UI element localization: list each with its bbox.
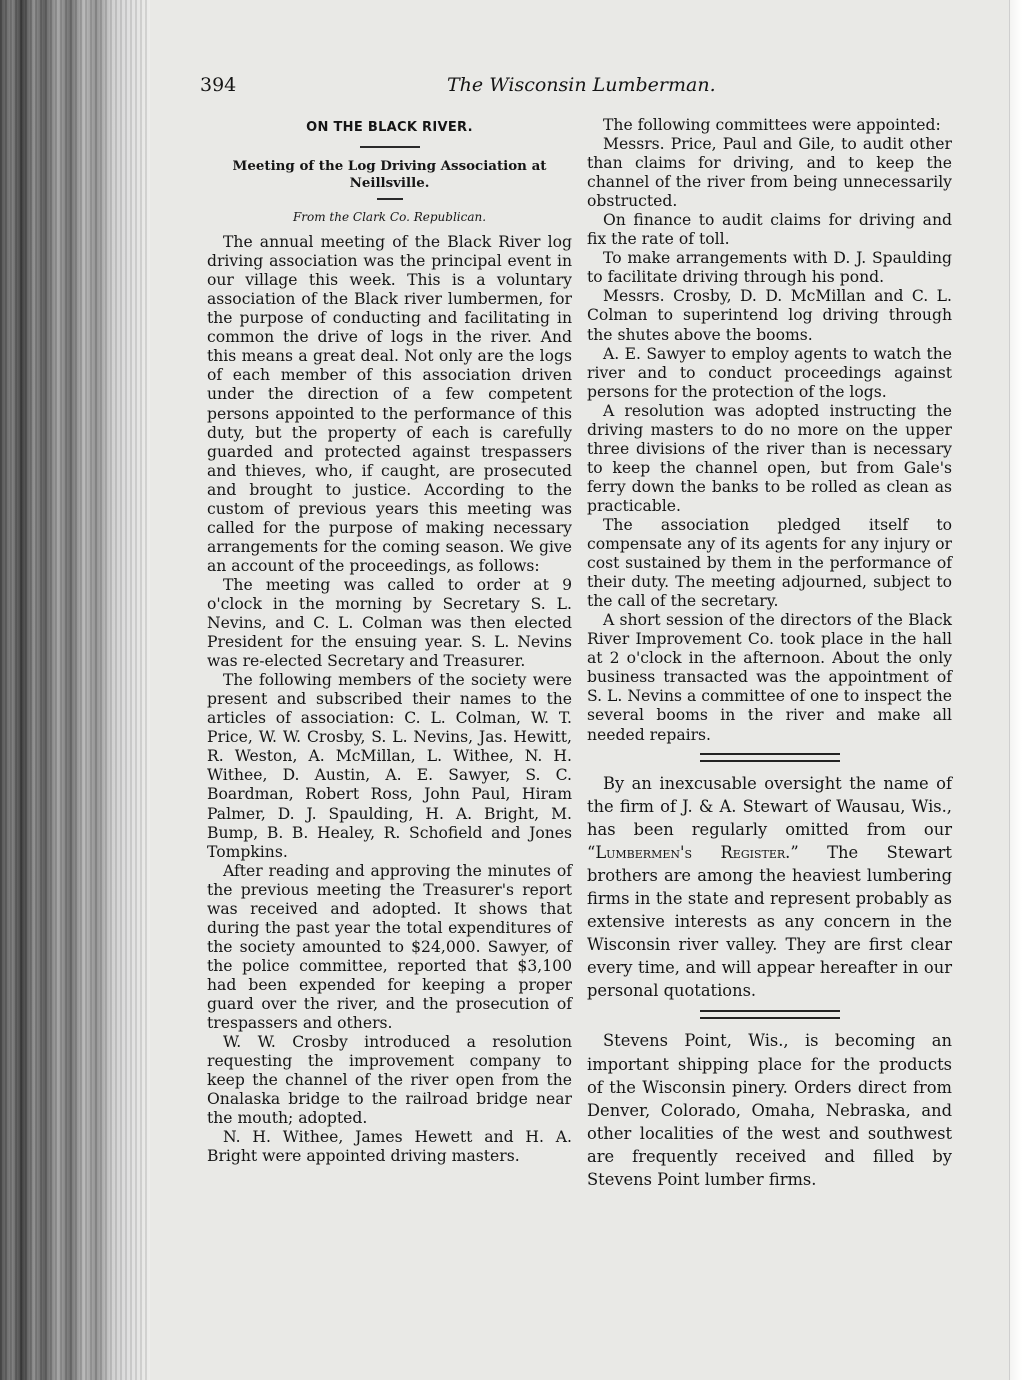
article-paragraph: A resolution was adopted instructing the driving masters to do no more on the upper three divisions of the river than is necessary to keep the channel open, but from Gale's ferry down the banks to be rolled as clean as practicable. xyxy=(587,401,952,515)
article-paragraph: A. E. Sawyer to employ agents to watch the river and to conduct proceedings against persons for the protection of the logs. xyxy=(587,344,952,401)
subhead-rule xyxy=(377,198,403,200)
article-subhead: Meeting of the Log Driving Association at Neillsville. xyxy=(232,158,547,192)
register-title: Lumbermen's Register. xyxy=(595,842,791,862)
magazine-page xyxy=(150,0,1010,1380)
article-paragraph: After reading and approving the minutes of the previous meeting the Treasurer's report was received and adopted. It shows that during the past year the total expenditures of the society amounted to $24,000. Sawyer, of the police committee, reported that $3,100 had been expended for keeping a proper guard over the river, and the prosecution of trespassers and others. xyxy=(207,861,572,1033)
article-paragraph: The following members of the society were present and subscribed their names to the articles of association: C. L. Colman, W. T. Price, W. W. Crosby, S. L. Nevins, Jas. Hewitt, R. Weston, A. McMillan, L. Withee, N. H. Withee, D. Austin, A. E. Sawyer, S. C. Boardman, Robert Ross, John Paul, Hiram Palmer, D. J. Spaulding, H. A. Bright, M. Bump, B. B. Healey, R. Schofield and Jones Tompkins. xyxy=(207,671,572,861)
article-paragraph: Messrs. Crosby, D. D. McMillan and C. L. Colman to superintend log driving through the shutes above the booms. xyxy=(587,287,952,344)
headline-rule xyxy=(360,146,420,148)
stevens-point-notice: Stevens Point, Wis., is becoming an important shipping place for the products of the Wisconsin pinery. Orders direct from Denver, Colorado, Omaha, Nebraska, and other localities of the west and southwest are frequently received and filled by Stevens Point lumber firms. xyxy=(587,1031,952,1190)
notice-text: By an inexcusable oversight the name of the firm of J. & A. Stewart of Wausau, Wis., has been regularly omitted from our “ xyxy=(587,773,952,862)
article-paragraph: A short session of the directors of the Black River Improvement Co. took place in the hall at 2 o'clock in the afternoon. About the only business transacted was the appointment of S. L. Nevins a committee of one to inspect the several booms in the river and make all needed repairs. xyxy=(587,611,952,744)
page-number: 394 xyxy=(200,74,237,96)
article-paragraph: The meeting was called to order at 9 o'clock in the morning by Secretary S. L. Nevins, and C. L. Colman was then elected President for the ensuing year. S. L. Nevins was re-elected Secretary and Treasurer. xyxy=(207,575,572,671)
article-paragraph: On finance to audit claims for driving and fix the rate of toll. xyxy=(587,211,952,249)
article-paragraph: To make arrangements with D. J. Spaulding to facilitate driving through his pond. xyxy=(587,249,952,287)
notice-text: ” The Stewart brothers are among the heaviest lumbering firms in the state and represent probably as extensive interests as any concern in the Wisconsin river valley. They are first clear every time, and will appear hereafter in our personal quotations. xyxy=(587,842,952,1001)
section-divider xyxy=(700,1010,840,1019)
right-column xyxy=(587,116,952,1191)
running-title: The Wisconsin Lumberman. xyxy=(447,74,716,96)
article-paragraph: The following committees were appointed: xyxy=(603,116,941,134)
article-paragraph: N. H. Withee, James Hewett and H. A. Bright were appointed driving masters. xyxy=(207,1128,572,1166)
article-paragraph: The association pledged itself to compensate any of its agents for any injury or cost sustained by them in the performance of their duty. The meeting adjourned, subject to the call of the secretary. xyxy=(587,515,952,611)
page-header xyxy=(200,74,960,100)
article-paragraph: W. W. Crosby introduced a resolution requesting the improvement company to keep the channel of the river open from the Onalaska bridge to the railroad bridge near the mouth; adopted. xyxy=(207,1033,572,1128)
article-source: From the Clark Co. Republican. xyxy=(292,210,487,225)
article-paragraph: Messrs. Price, Paul and Gile, to audit other than claims for driving, and to keep the channel of the river from being unnecessarily obstructed. xyxy=(587,135,952,211)
article-headline: ON THE BLACK RIVER. xyxy=(306,120,473,135)
book-spine-shadow xyxy=(0,0,150,1380)
stewart-notice xyxy=(587,772,952,1003)
page-edge xyxy=(1009,0,1022,1380)
article-paragraph: The annual meeting of the Black River log driving association was the principal event in our village this week. This is a voluntary association of the Black river lumbermen, for the purpose of conducting and facilitating in common the drive of logs in the river. And this means a great deal. Not only are the logs of each member of this association driven under the direction of a few competent persons appointed to the performance of this duty, but the property of each is carefully guarded and protected against trespassers and thieves, who, if caught, are prosecuted and brought to justice. According to the custom of previous years this meeting was called for the purpose of making necessary arrangements for the coming season. We give an account of the proceedings, as follows: xyxy=(207,233,572,575)
section-divider xyxy=(700,753,840,762)
left-column xyxy=(207,116,572,1166)
